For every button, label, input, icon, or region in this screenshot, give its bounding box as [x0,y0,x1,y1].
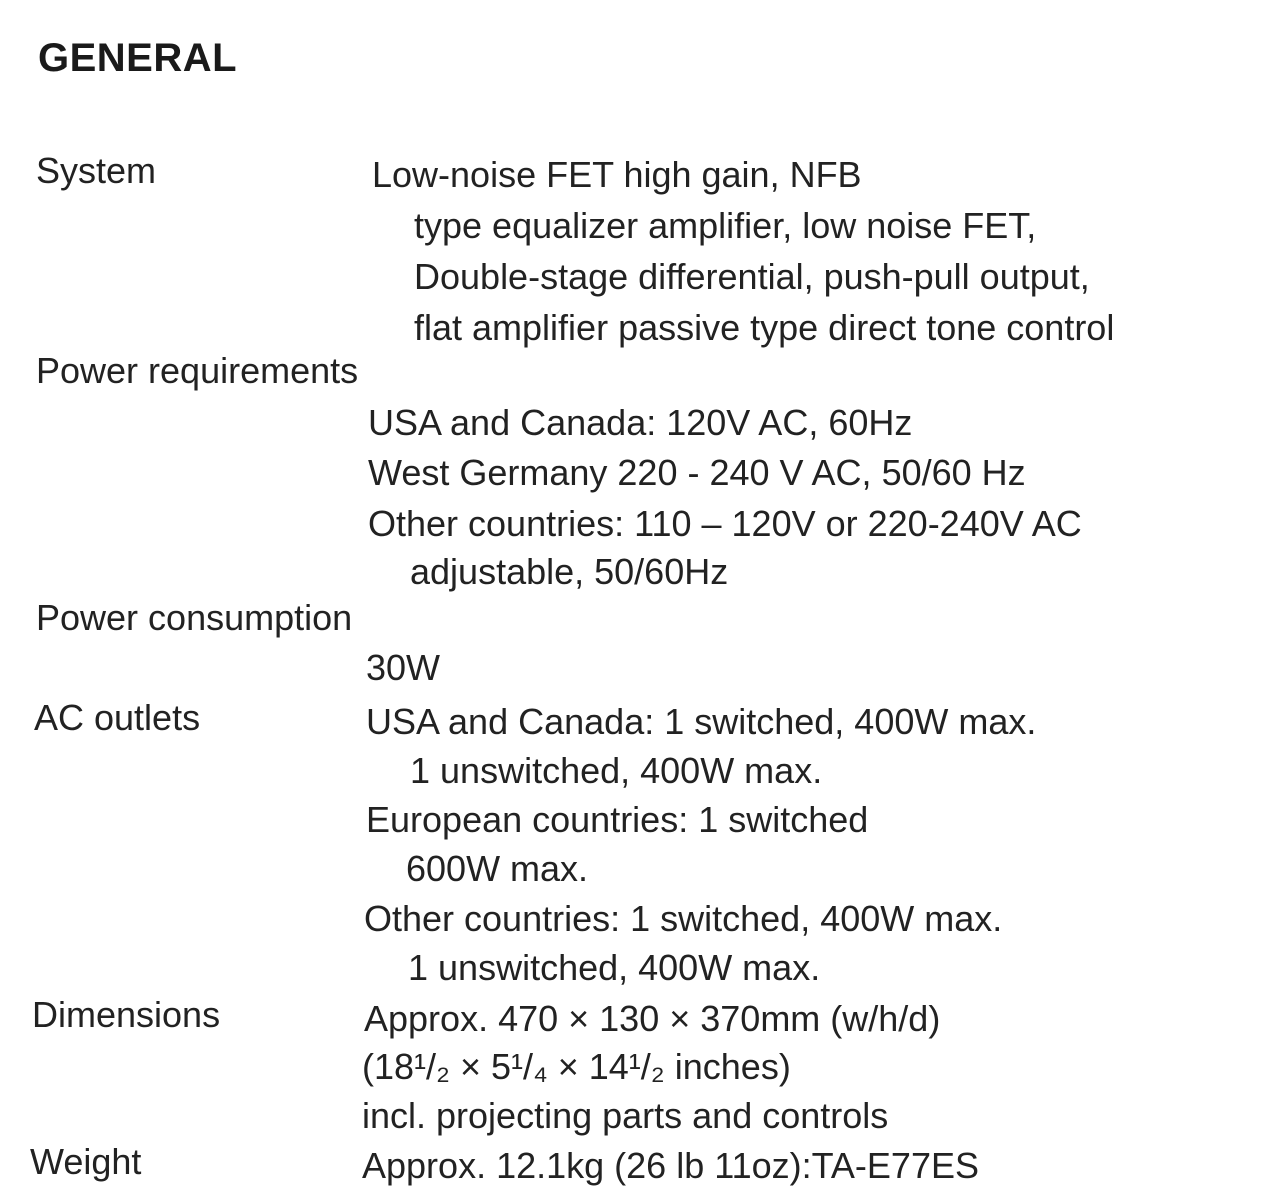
spec-label-ac-outlets: AC outlets [34,697,201,738]
spec-value-line: Low-noise FET high gain, NFB [372,154,862,195]
spec-value-line: USA and Canada: 1 switched, 400W max. [366,701,1037,742]
spec-value-line: 30W [366,647,441,688]
spec-value-line: incl. projecting parts and controls [362,1095,889,1136]
spec-value-line: Other countries: 1 switched, 400W max. [364,898,1003,939]
spec-label-power-requirements: Power requirements [36,350,359,391]
spec-value-line: Double-stage differential, push-pull output, [414,256,1090,297]
section-heading: GENERAL [38,36,238,80]
spec-value-line: West Germany 220 - 240 V AC, 50/60 Hz [368,452,1026,493]
spec-value-line: Other countries: 110 – 120V or 220-240V AC [368,503,1082,544]
spec-value-line: USA and Canada: 120V AC, 60Hz [368,402,913,443]
spec-label-system: System [36,150,157,191]
spec-value-line: Approx. 12.1kg (26 lb 11oz):TA-E77ES [362,1145,979,1186]
spec-value-line: (18¹/₂ × 5¹/₄ × 14¹/₂ inches) [362,1046,791,1087]
spec-value-line: Approx. 470 × 130 × 370mm (w/h/d) [364,998,941,1039]
spec-value-line: 600W max. [406,848,589,889]
spec-value-line: type equalizer amplifier, low noise FET, [414,205,1037,246]
spec-value-line: flat amplifier passive type direct tone control [414,307,1115,348]
spec-value-line: European countries: 1 switched [366,799,869,840]
spec-label-power-consumption: Power consumption [36,597,353,638]
spec-label-weight: Weight [30,1141,142,1182]
spec-label-dimensions: Dimensions [32,994,221,1035]
spec-value-line: 1 unswitched, 400W max. [408,947,821,988]
spec-value-line: 1 unswitched, 400W max. [410,750,823,791]
spec-value-line: adjustable, 50/60Hz [410,551,729,592]
